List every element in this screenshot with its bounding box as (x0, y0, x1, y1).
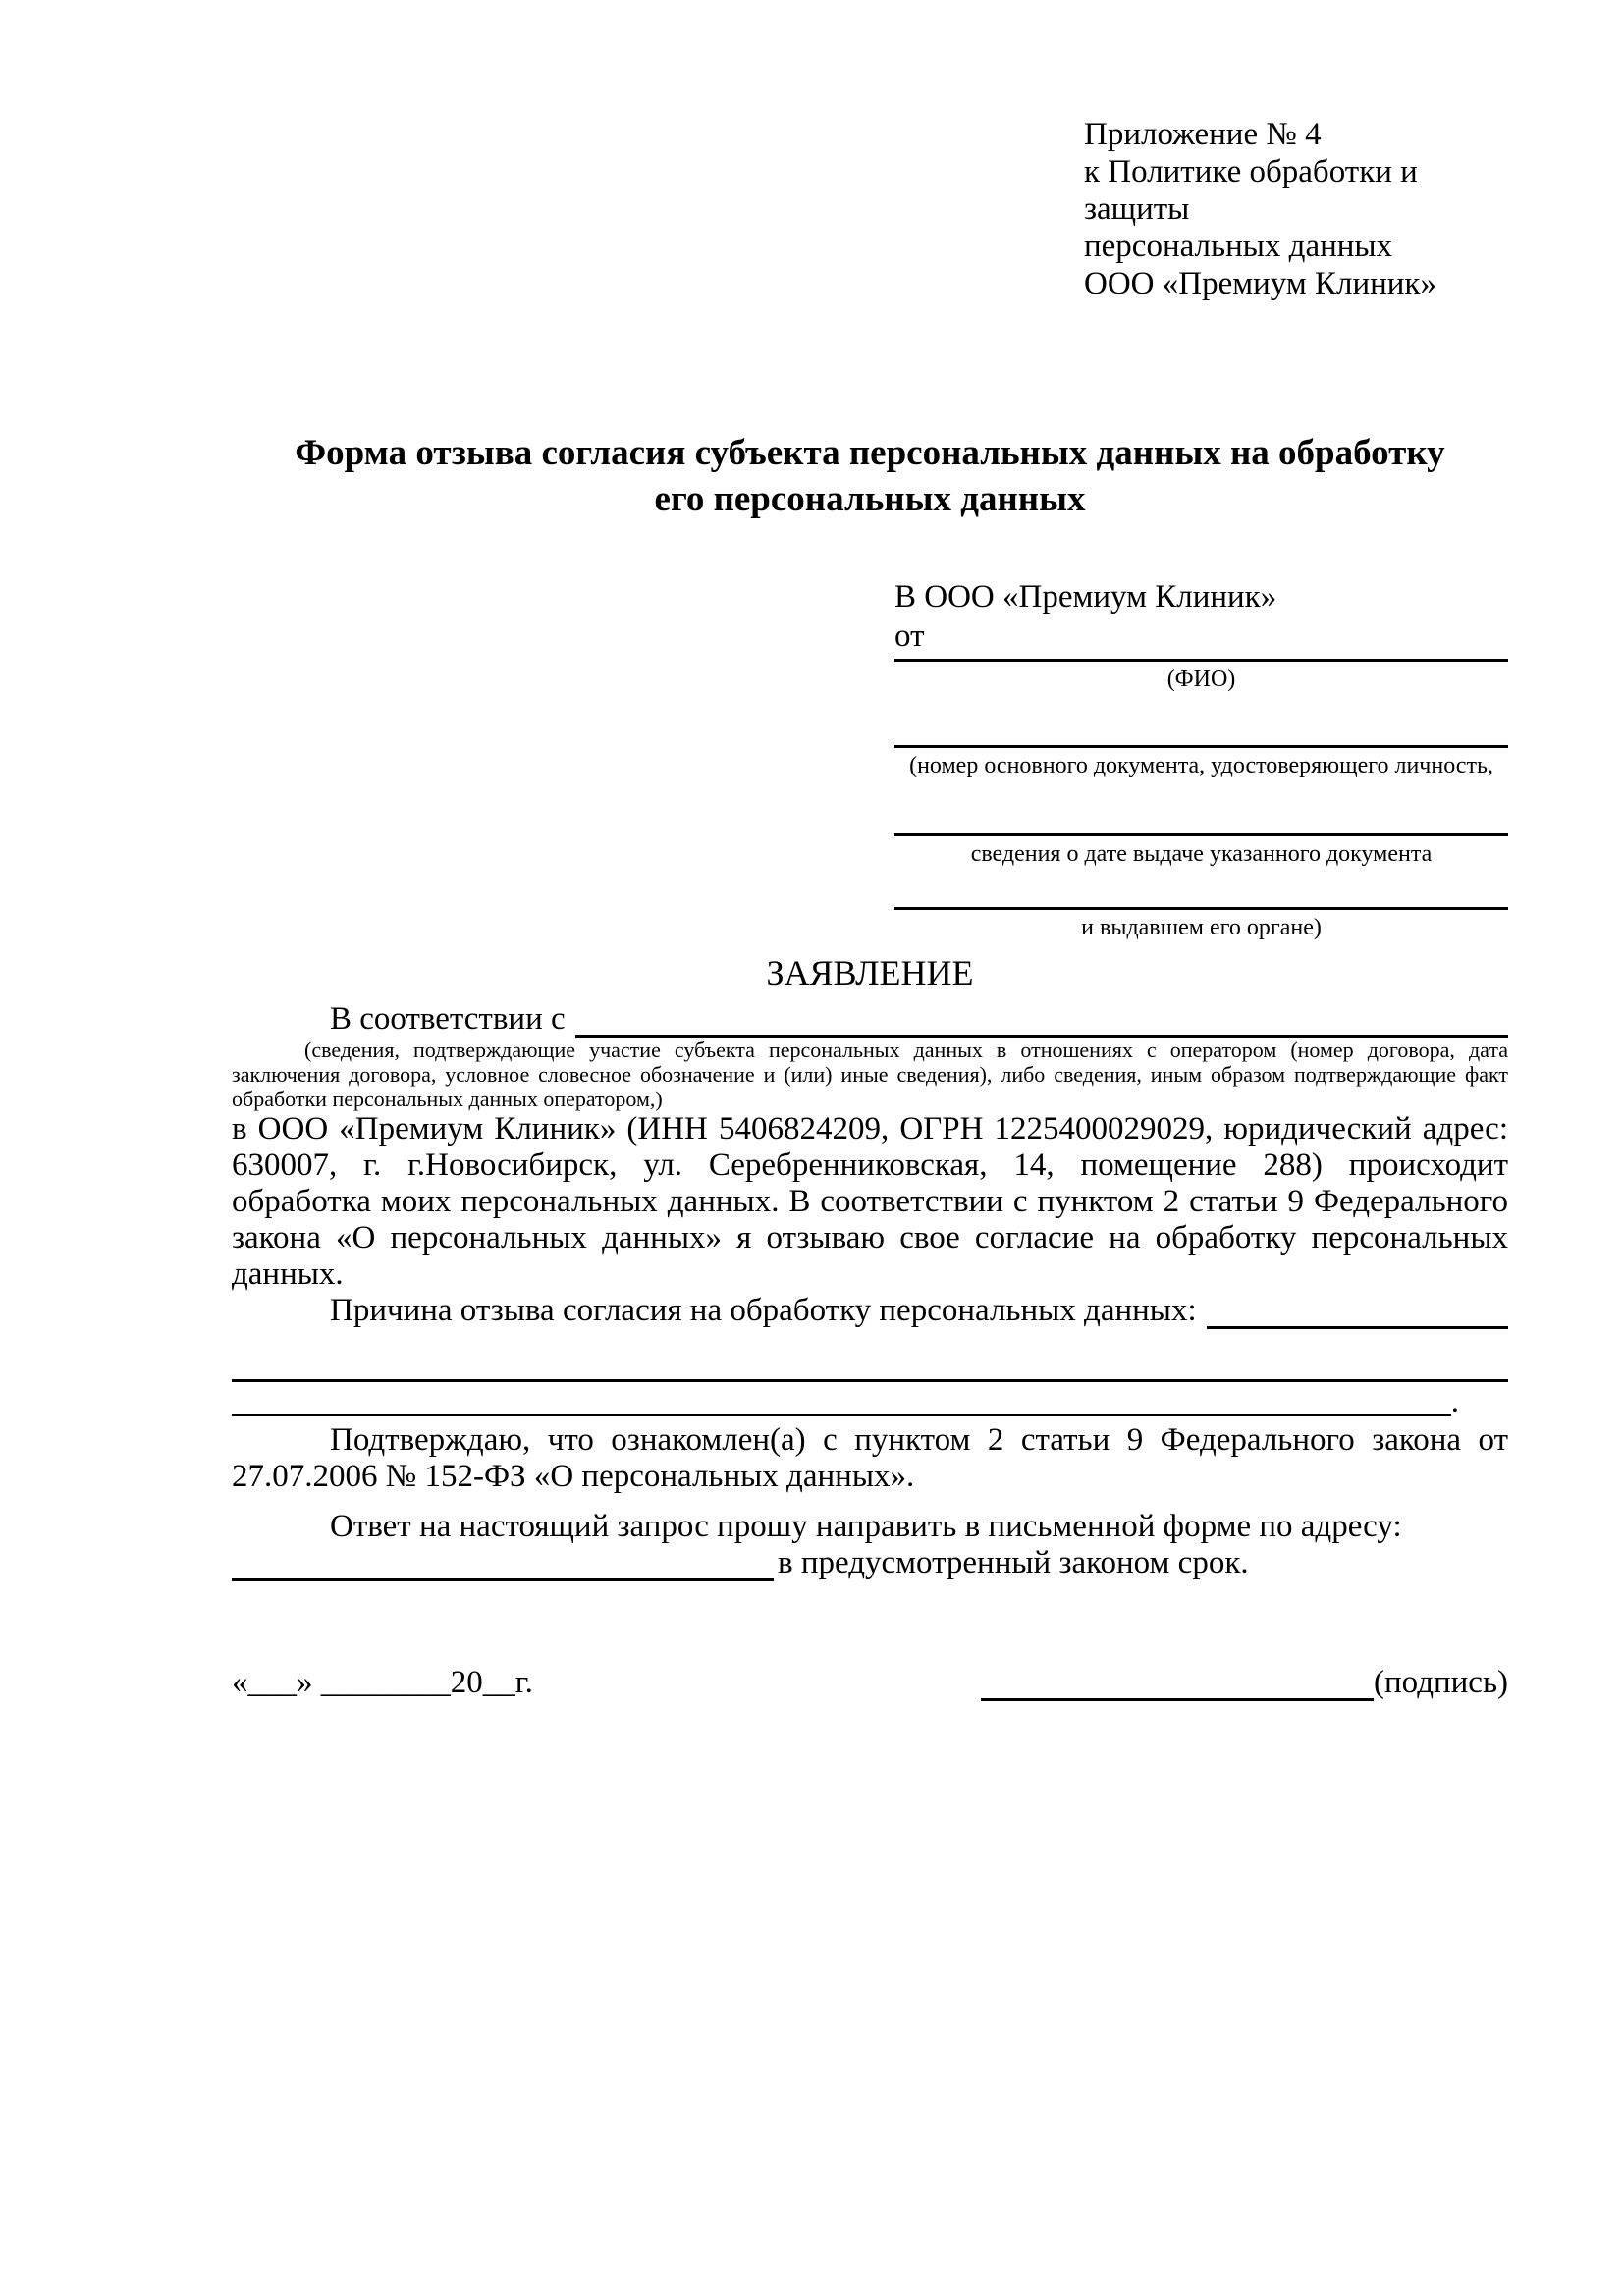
annex-block (1084, 116, 1508, 302)
reason-label: Причина отзыва согласия на обработку персональных данных: (330, 1293, 1197, 1328)
annex-line-1: Приложение № 4 (1084, 117, 1322, 152)
signature-field-line (981, 1669, 1374, 1701)
reply-address-field-line (232, 1549, 774, 1581)
statement-heading: ЗАЯВЛЕНИЕ (766, 953, 974, 992)
document-number-field-line (894, 743, 1508, 748)
reason-trailing-period: . (1450, 1384, 1459, 1419)
signature-group (981, 1665, 1508, 1701)
reply-address-row (232, 1545, 1508, 1581)
issue-date-field-line (894, 831, 1508, 836)
reply-tail-text: в предусмотренный законом срок. (778, 1545, 1249, 1580)
reply-request-paragraph: Ответ на настоящий запрос прошу направить в письменной форме по адресу: (330, 1509, 1402, 1544)
confirmation-paragraph: Подтверждаю, что ознакомлен(а) с пунктом 2 статьи 9 Федерального закона от 27.07.2006 № 152-ФЗ «О персональных данных». (232, 1422, 1508, 1494)
annex-line-3: персональных данных (1084, 229, 1393, 264)
basis-label: В соответствии с (330, 1001, 566, 1037)
annex-line-2: к Политике обработки и защиты (1084, 154, 1418, 227)
reason-continuation-line-1 (232, 1329, 1508, 1382)
date-signature-row (232, 1665, 1508, 1701)
fio-field-caption: (ФИО) (1166, 667, 1236, 692)
form-field-issuing-authority (894, 905, 1508, 942)
fio-field-line (894, 657, 1508, 662)
basis-footnote: (сведения, подтверждающие участие субъекта персональных данных в отношениях с оператором (номер договора, дата заключения договора, условное словесное обозначение и (или) иные сведения), либо сведения, иным образом подтверждающие факт обработки персональных данных оператором,) (232, 1038, 1508, 1111)
reason-field-line (1207, 1297, 1508, 1329)
document-number-field-caption: (номер основного документа, удостоверяющего личность, (909, 753, 1493, 778)
form-field-fio (894, 657, 1508, 694)
document-title-line-1: Форма отзыва согласия субъекта персональных данных на обработку (295, 433, 1445, 473)
addressee-block (894, 577, 1508, 942)
signature-caption: (подпись) (1374, 1665, 1508, 1700)
issue-date-field-caption: сведения о дате выдаче указанного документа (970, 841, 1433, 867)
document-title-line-2: его персональных данных (654, 479, 1086, 519)
reason-continuation-line-2-rule (232, 1379, 1451, 1416)
statement-body: в ООО «Премиум Клиник» (ИНН 5406824209, ОГРН 1225400029029, юридический адрес: 630007, г. г.Новосибирск, ул. Серебренниковская, 14, помещение 288) происходит обработка моих персональных данных. В соответствии с пунктом 2 статьи 9 Федерального закона «О персональных данных» я отзываю свое согласие на обработку персональных данных. (232, 1111, 1508, 1292)
annex-line-4: ООО «Премиум Клиник» (1084, 266, 1436, 301)
basis-row (330, 1001, 1508, 1038)
basis-field-line (575, 1005, 1508, 1038)
date-blank-text: «___» ________20__г. (232, 1665, 533, 1700)
issuing-authority-field-line (894, 905, 1508, 910)
form-field-issue-date (894, 831, 1508, 869)
reason-continuation-line-2 (232, 1382, 1508, 1419)
document-title (232, 430, 1508, 522)
form-field-document-number (894, 743, 1508, 780)
addressee-from-label: от (894, 618, 925, 654)
issuing-authority-field-caption: и выдавшем его органе) (1081, 915, 1322, 940)
reason-row (330, 1293, 1508, 1329)
addressee-to: В ООО «Премиум Клиник» (894, 579, 1277, 614)
